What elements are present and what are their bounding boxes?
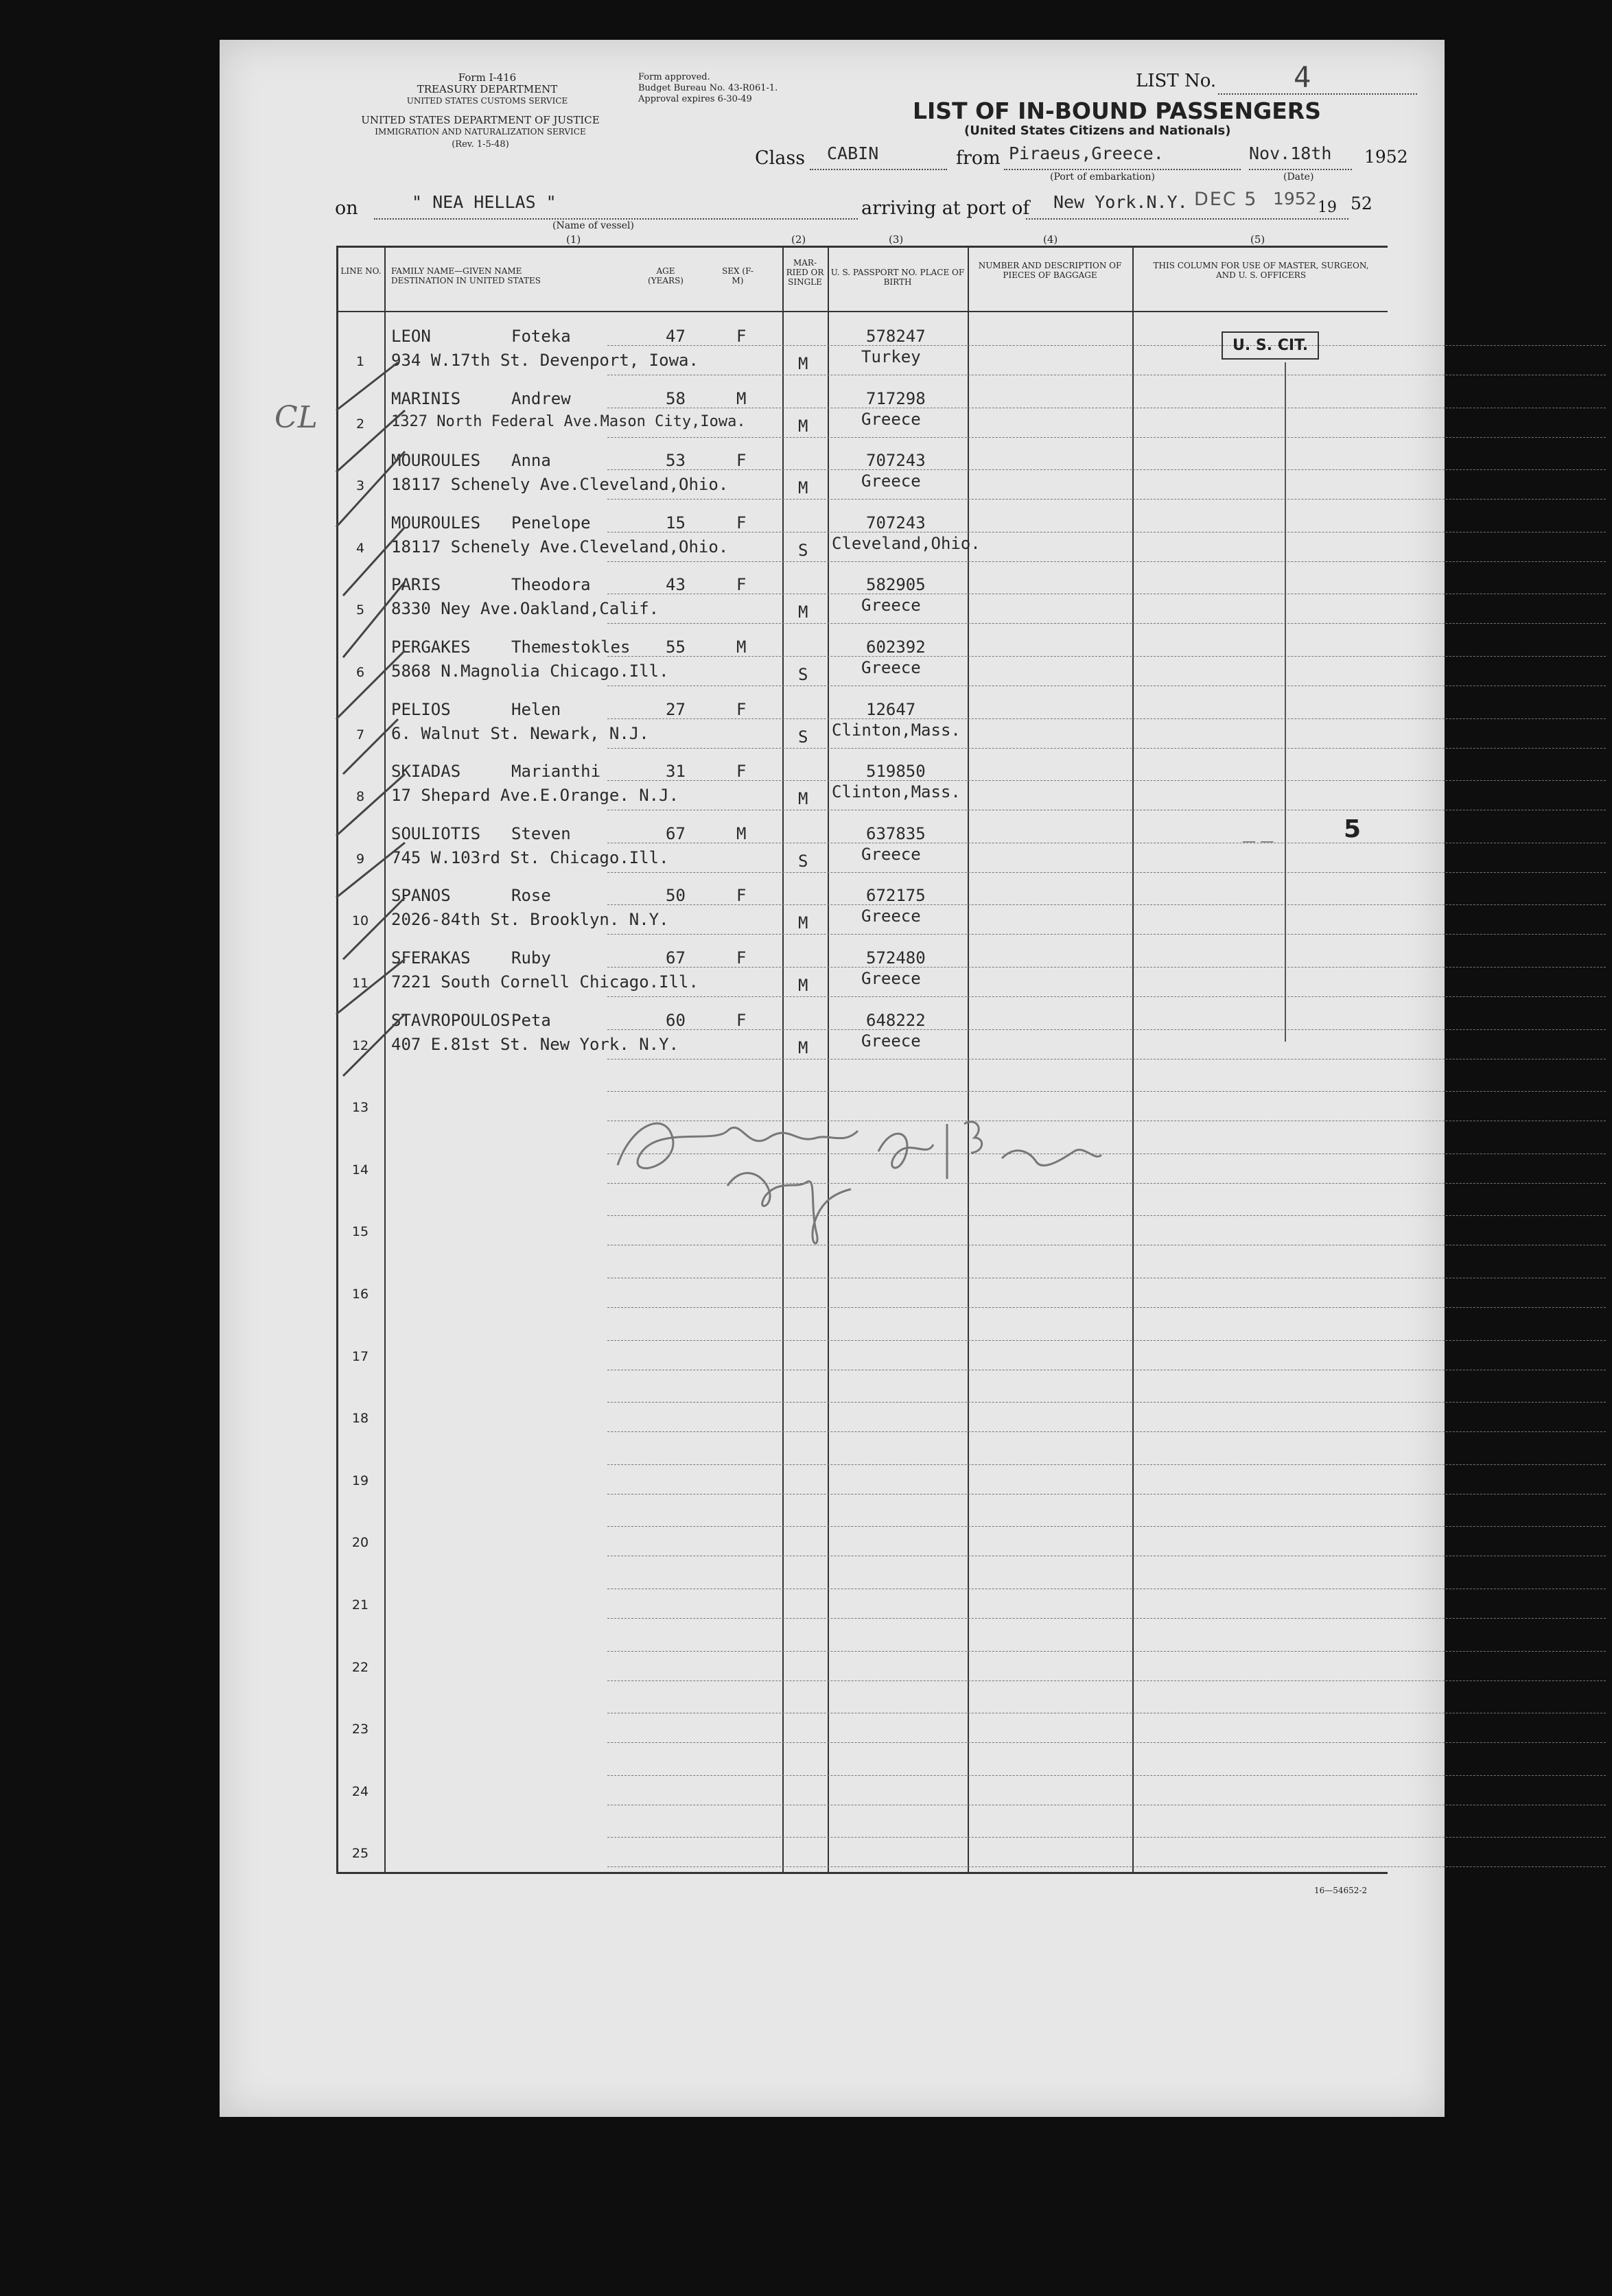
passport-number: 519850: [866, 762, 926, 782]
list-no-label: LIST No.: [1136, 71, 1217, 91]
col-number-5: (5): [1250, 233, 1265, 246]
col-head-age: AGE (YEARS): [648, 266, 684, 285]
destination: 407 E.81st St. New York. N.Y.: [391, 1034, 679, 1054]
destination: 6. Walnut St. Newark, N.J.: [391, 723, 649, 743]
family-name: SFERAKAS: [391, 948, 471, 968]
sex: F: [736, 451, 747, 471]
line-number: 14: [351, 1162, 369, 1178]
customs-service: UNITED STATES CUSTOMS SERVICE: [406, 96, 568, 106]
sex: F: [736, 762, 747, 782]
passport-number: 707243: [866, 451, 926, 471]
arrival-year: 52: [1351, 194, 1372, 213]
destination: 5868 N.Magnolia Chicago.Ill.: [391, 661, 669, 681]
given-name: Peta: [511, 1010, 551, 1030]
col-number-2: (2): [791, 233, 806, 246]
vessel-label: (Name of vessel): [552, 220, 634, 231]
place-of-birth: Greece: [861, 471, 921, 491]
destination: 17 Shepard Ave.E.Orange. N.J.: [391, 786, 679, 806]
line-number: 21: [351, 1597, 369, 1613]
marital-status: M: [798, 416, 808, 436]
given-name: Marianthi: [511, 762, 601, 782]
line-number: 7: [355, 727, 365, 742]
destination: 18117 Schenely Ave.Cleveland,Ohio.: [391, 537, 729, 557]
family-name: SPANOS: [391, 886, 451, 906]
age: 27: [666, 699, 686, 719]
family-name: MARINIS: [391, 388, 461, 408]
given-name: Rose: [511, 886, 551, 906]
arrival-stamp-year: 1952: [1273, 189, 1317, 209]
given-name: Steven: [511, 823, 571, 843]
line-number: 2: [355, 416, 365, 432]
check-marks: [323, 335, 439, 1124]
date-value: Nov.18th: [1249, 143, 1332, 163]
officer-note: 5: [1344, 815, 1362, 843]
family-name: STAVROPOULOS: [391, 1010, 511, 1030]
sex: F: [736, 327, 747, 346]
manifest-sheet: [220, 40, 1445, 2117]
passport-number: 648222: [866, 1010, 926, 1030]
age: 58: [666, 388, 686, 408]
age: 53: [666, 451, 686, 471]
place-of-birth: Greece: [861, 658, 921, 677]
col-head-baggage: NUMBER AND DESCRIPTION OF PIECES OF BAGGAGE: [978, 261, 1122, 280]
line-number: 15: [351, 1224, 369, 1240]
line-number: 10: [351, 913, 369, 929]
marital-status: S: [798, 540, 808, 560]
destination: 18117 Schenely Ave.Cleveland,Ohio.: [391, 475, 729, 495]
arrival-stamp: DEC 5: [1194, 189, 1258, 210]
sex: F: [736, 513, 747, 532]
marital-status: S: [798, 851, 808, 871]
marital-status: S: [798, 727, 808, 747]
col-number-4: (4): [1043, 233, 1058, 246]
treasury-department: TREASURY DEPARTMENT: [417, 83, 558, 95]
given-name: Ruby: [511, 948, 551, 968]
given-name: Andrew: [511, 388, 571, 408]
line-number: 18: [351, 1411, 369, 1427]
marital-status: M: [798, 354, 808, 373]
given-name: Foteka: [511, 327, 571, 346]
passport-number: 12647: [866, 699, 916, 719]
marital-status: M: [798, 1038, 808, 1057]
col-head-name: FAMILY NAME—GIVEN NAME DESTINATION IN UNITED STATES: [391, 266, 541, 285]
passport-number: 707243: [866, 513, 926, 532]
passport-number: 602392: [866, 637, 926, 657]
marital-status: S: [798, 665, 808, 684]
destination: 7221 South Cornell Chicago.Ill.: [391, 972, 699, 992]
col-head-passport: U. S. PASSPORT NO. PLACE OF BIRTH: [830, 268, 965, 287]
line-number: 8: [355, 789, 365, 805]
line-number: 13: [351, 1100, 369, 1116]
given-name: Theodora: [511, 575, 591, 595]
marital-status: M: [798, 913, 808, 933]
line-number: 16: [351, 1287, 369, 1302]
officer-note-dash: — —: [1242, 832, 1274, 849]
family-name: LEON: [391, 327, 431, 346]
line-number: 5: [355, 602, 365, 618]
handwritten-signature: [590, 1042, 1112, 1268]
immigration-service: IMMIGRATION AND NATURALIZATION SERVICE: [375, 127, 586, 137]
place-of-birth: Greece: [861, 1031, 921, 1051]
passport-number: 637835: [866, 823, 926, 843]
place-of-birth: Greece: [861, 409, 921, 429]
arrival-port: New York.N.Y.: [1053, 192, 1188, 212]
given-name: Penelope: [511, 513, 591, 532]
place-of-birth: Cleveland,Ohio.: [832, 533, 981, 553]
col-number-1: (1): [566, 233, 581, 246]
place-of-birth: Greece: [861, 906, 921, 926]
sex: F: [736, 948, 747, 968]
line-number: 9: [355, 851, 365, 867]
arrival-year-prefix: 19: [1318, 199, 1337, 216]
place-of-birth: Turkey: [861, 347, 921, 366]
line-number: 24: [351, 1783, 369, 1799]
passport-number: 582905: [866, 575, 926, 595]
given-name: Helen: [511, 699, 561, 719]
arriving-label: arriving at port of: [861, 198, 1030, 219]
place-of-birth: Greece: [861, 969, 921, 988]
col-head-officers: THIS COLUMN FOR USE OF MASTER, SURGEON, AND U. S. OFFICERS: [1153, 261, 1369, 280]
age: 50: [666, 886, 686, 906]
from-value: Piraeus,Greece.: [1009, 143, 1164, 163]
sex: M: [736, 637, 747, 657]
place-of-birth: Greece: [861, 844, 921, 864]
department-of-justice: UNITED STATES DEPARTMENT OF JUSTICE: [361, 114, 600, 126]
class-label: Class: [755, 148, 806, 169]
revision-date: (Rev. 1-5-48): [452, 139, 509, 150]
age: 67: [666, 948, 686, 968]
port-label: (Port of embarkation): [1050, 172, 1155, 183]
destination: 745 W.103rd St. Chicago.Ill.: [391, 847, 669, 867]
place-of-birth: Greece: [861, 596, 921, 616]
marital-status: M: [798, 602, 808, 622]
line-number: 6: [355, 665, 365, 680]
given-name: Anna: [511, 451, 551, 471]
date-year: 1952: [1364, 147, 1408, 167]
officer-bracket-line: [1285, 362, 1286, 1042]
family-name: SKIADAS: [391, 762, 461, 782]
approval-note-1: Form approved.: [638, 72, 710, 82]
from-label: from: [956, 148, 1001, 169]
line-number: 12: [351, 1038, 369, 1053]
sex: M: [736, 823, 747, 843]
age: 47: [666, 327, 686, 346]
form-number: Form I-416: [458, 71, 517, 84]
passport-number: 717298: [866, 388, 926, 408]
age: 60: [666, 1010, 686, 1030]
age: 15: [666, 513, 686, 532]
line-number: 23: [351, 1722, 369, 1737]
sex: F: [736, 699, 747, 719]
sex: F: [736, 575, 747, 595]
list-no-value: 4: [1294, 60, 1311, 94]
line-number: 11: [351, 976, 369, 991]
col-number-3: (3): [889, 233, 904, 246]
passport-number: 672175: [866, 886, 926, 906]
us-citizen-stamp: U. S. CIT.: [1222, 331, 1319, 360]
sex: F: [736, 1010, 747, 1030]
destination: 934 W.17th St. Devenport, Iowa.: [391, 351, 699, 370]
col-head-married: MAR-RIED OR SINGLE: [786, 258, 824, 287]
page-title: LIST OF IN-BOUND PASSENGERS: [913, 97, 1321, 124]
marital-status: M: [798, 789, 808, 809]
age: 43: [666, 575, 686, 595]
line-number: 19: [351, 1473, 369, 1488]
date-label: (Date): [1283, 172, 1314, 183]
line-number: 22: [351, 1659, 369, 1675]
line-number: 4: [355, 540, 365, 556]
destination: 8330 Ney Ave.Oakland,Calif.: [391, 599, 659, 619]
family-name: MOUROULES: [391, 451, 481, 471]
age: 67: [666, 823, 686, 843]
family-name: MOUROULES: [391, 513, 481, 532]
family-name: PERGAKES: [391, 637, 471, 657]
line-number: 1: [355, 354, 365, 369]
line-number: 17: [351, 1348, 369, 1364]
passport-number: 572480: [866, 948, 926, 968]
age: 31: [666, 762, 686, 782]
given-name: Themestokles: [511, 637, 631, 657]
marital-status: M: [798, 976, 808, 995]
place-of-birth: Clinton,Mass.: [832, 782, 961, 802]
approval-note-2: Budget Bureau No. 43-R061-1.: [638, 83, 778, 93]
footer-code: 16—54652-2: [1314, 1886, 1368, 1895]
destination: 1327 North Federal Ave.Mason City,Iowa.: [391, 412, 746, 430]
passport-number: 578247: [866, 327, 926, 346]
sex: M: [736, 388, 747, 408]
family-name: PELIOS: [391, 699, 451, 719]
line-number: 3: [355, 478, 365, 494]
on-label: on: [335, 198, 358, 219]
approval-note-3: Approval expires 6-30-49: [638, 94, 752, 104]
place-of-birth: Clinton,Mass.: [832, 720, 961, 740]
class-value: CABIN: [827, 143, 879, 163]
margin-note: CL: [274, 400, 318, 435]
destination: 2026-84th St. Brooklyn. N.Y.: [391, 910, 669, 930]
age: 55: [666, 637, 686, 657]
col-head-sex: SEX (F-M): [722, 266, 754, 285]
marital-status: M: [798, 478, 808, 498]
vessel-name: " NEA HELLAS ": [412, 192, 557, 212]
family-name: PARIS: [391, 575, 441, 595]
line-number: 20: [351, 1535, 369, 1551]
family-name: SOULIOTIS: [391, 823, 481, 843]
line-number: 25: [351, 1846, 369, 1862]
col-head-line-no: LINE NO.: [340, 266, 382, 276]
sex: F: [736, 886, 747, 906]
page-subtitle: (United States Citizens and Nationals): [964, 124, 1231, 138]
